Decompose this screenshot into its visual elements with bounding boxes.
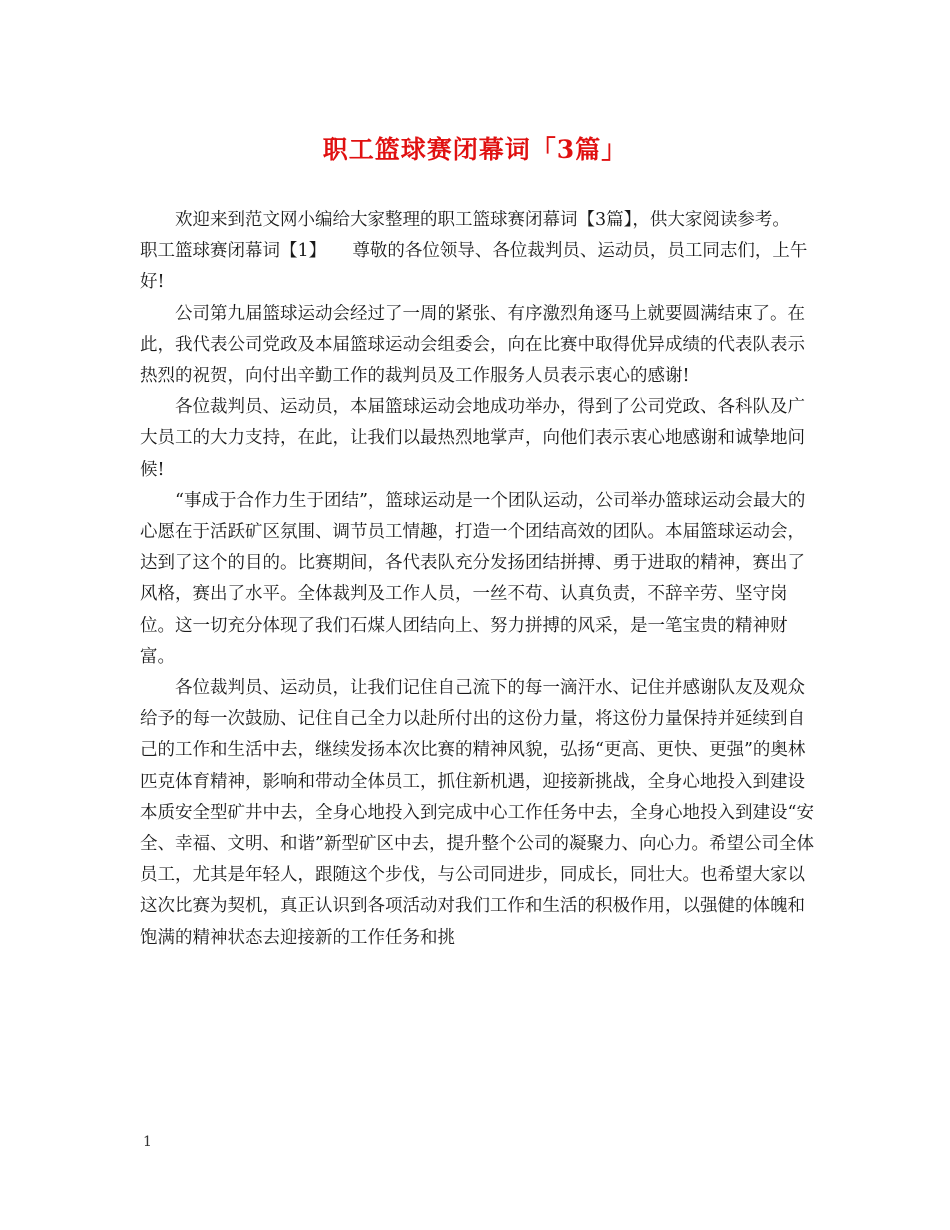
document-title: 职工篮球赛闭幕词「3篇」 bbox=[322, 135, 628, 164]
body-paragraph: “事成于合作力生于团结”，篮球运动是一个团队运动，公司举办篮球运动会最大的心愿在于活跃矿区氛围、调节员工情趣，打造一个团结高效的团队。本届篮球运动会，达到了这个的目的。比赛期间，各代表队充分发扬团结拼搏、勇于进取的精神，赛出了风格，赛出了水平。全体裁判及工作人员，一丝不苟、认真负责，不辞辛劳、坚守岗位。这一切充分体现了我们石煤人团结向上、努力拼搏的风采，是一笔宝贵的精神财富。 bbox=[140, 490, 806, 667]
section-heading-paragraph: 职工篮球赛闭幕词【1】 尊敬的各位领导、各位裁判员、运动员，员工同志们，上午好! bbox=[140, 241, 808, 293]
body-paragraph: 公司第九届篮球运动会经过了一周的紧张、有序激烈角逐马上就要圆满结束了。在此，我代表公司党政及本届篮球运动会组委会，向在比赛中取得优异成绩的代表队表示热烈的祝贺，向付出辛勤工作的裁判员及工作服务人员表示衷心的感谢! bbox=[140, 303, 805, 387]
document-body bbox=[140, 205, 820, 954]
intro-paragraph: 欢迎来到范文网小编给大家整理的职工篮球赛闭幕词【3篇】，供大家阅读参考。 bbox=[175, 210, 790, 230]
body-paragraph: 各位裁判员、运动员，让我们记住自己流下的每一滴汗水、记住并感谢队友及观众给予的每一次鼓励、记住自己全力以赴所付出的这份力量，将这份力量保持并延续到自己的工作和生活中去，继续发扬本次比赛的精神风貌，弘扬“更高、更快、更强”的奥林匹克体育精神，影响和带动全体员工，抓住新机遇，迎接新挑战，全身心地投入到建设本质安全型矿井中去，全身心地投入到完成中心工作任务中去，全身心地投入到建设“安全、幸福、文明、和谐”新型矿区中去，提升整个公司的凝聚力、向心力。希望公司全体员工，尤其是年轻人，跟随这个步伐，与公司同进步，同成长，同壮大。也希望大家以这次比赛为契机，真正认识到各项活动对我们工作和生活的积极作用，以强健的体魄和饱满的精神状态去迎接新的工作任务和挑 bbox=[140, 678, 814, 948]
page-number: 1 bbox=[143, 1134, 152, 1150]
body-paragraph: 各位裁判员、运动员，本届篮球运动会地成功举办，得到了公司党政、各科队及广大员工的大力支持，在此，让我们以最热烈地掌声，向他们表示衷心地感谢和诚挚地问候! bbox=[140, 397, 805, 480]
